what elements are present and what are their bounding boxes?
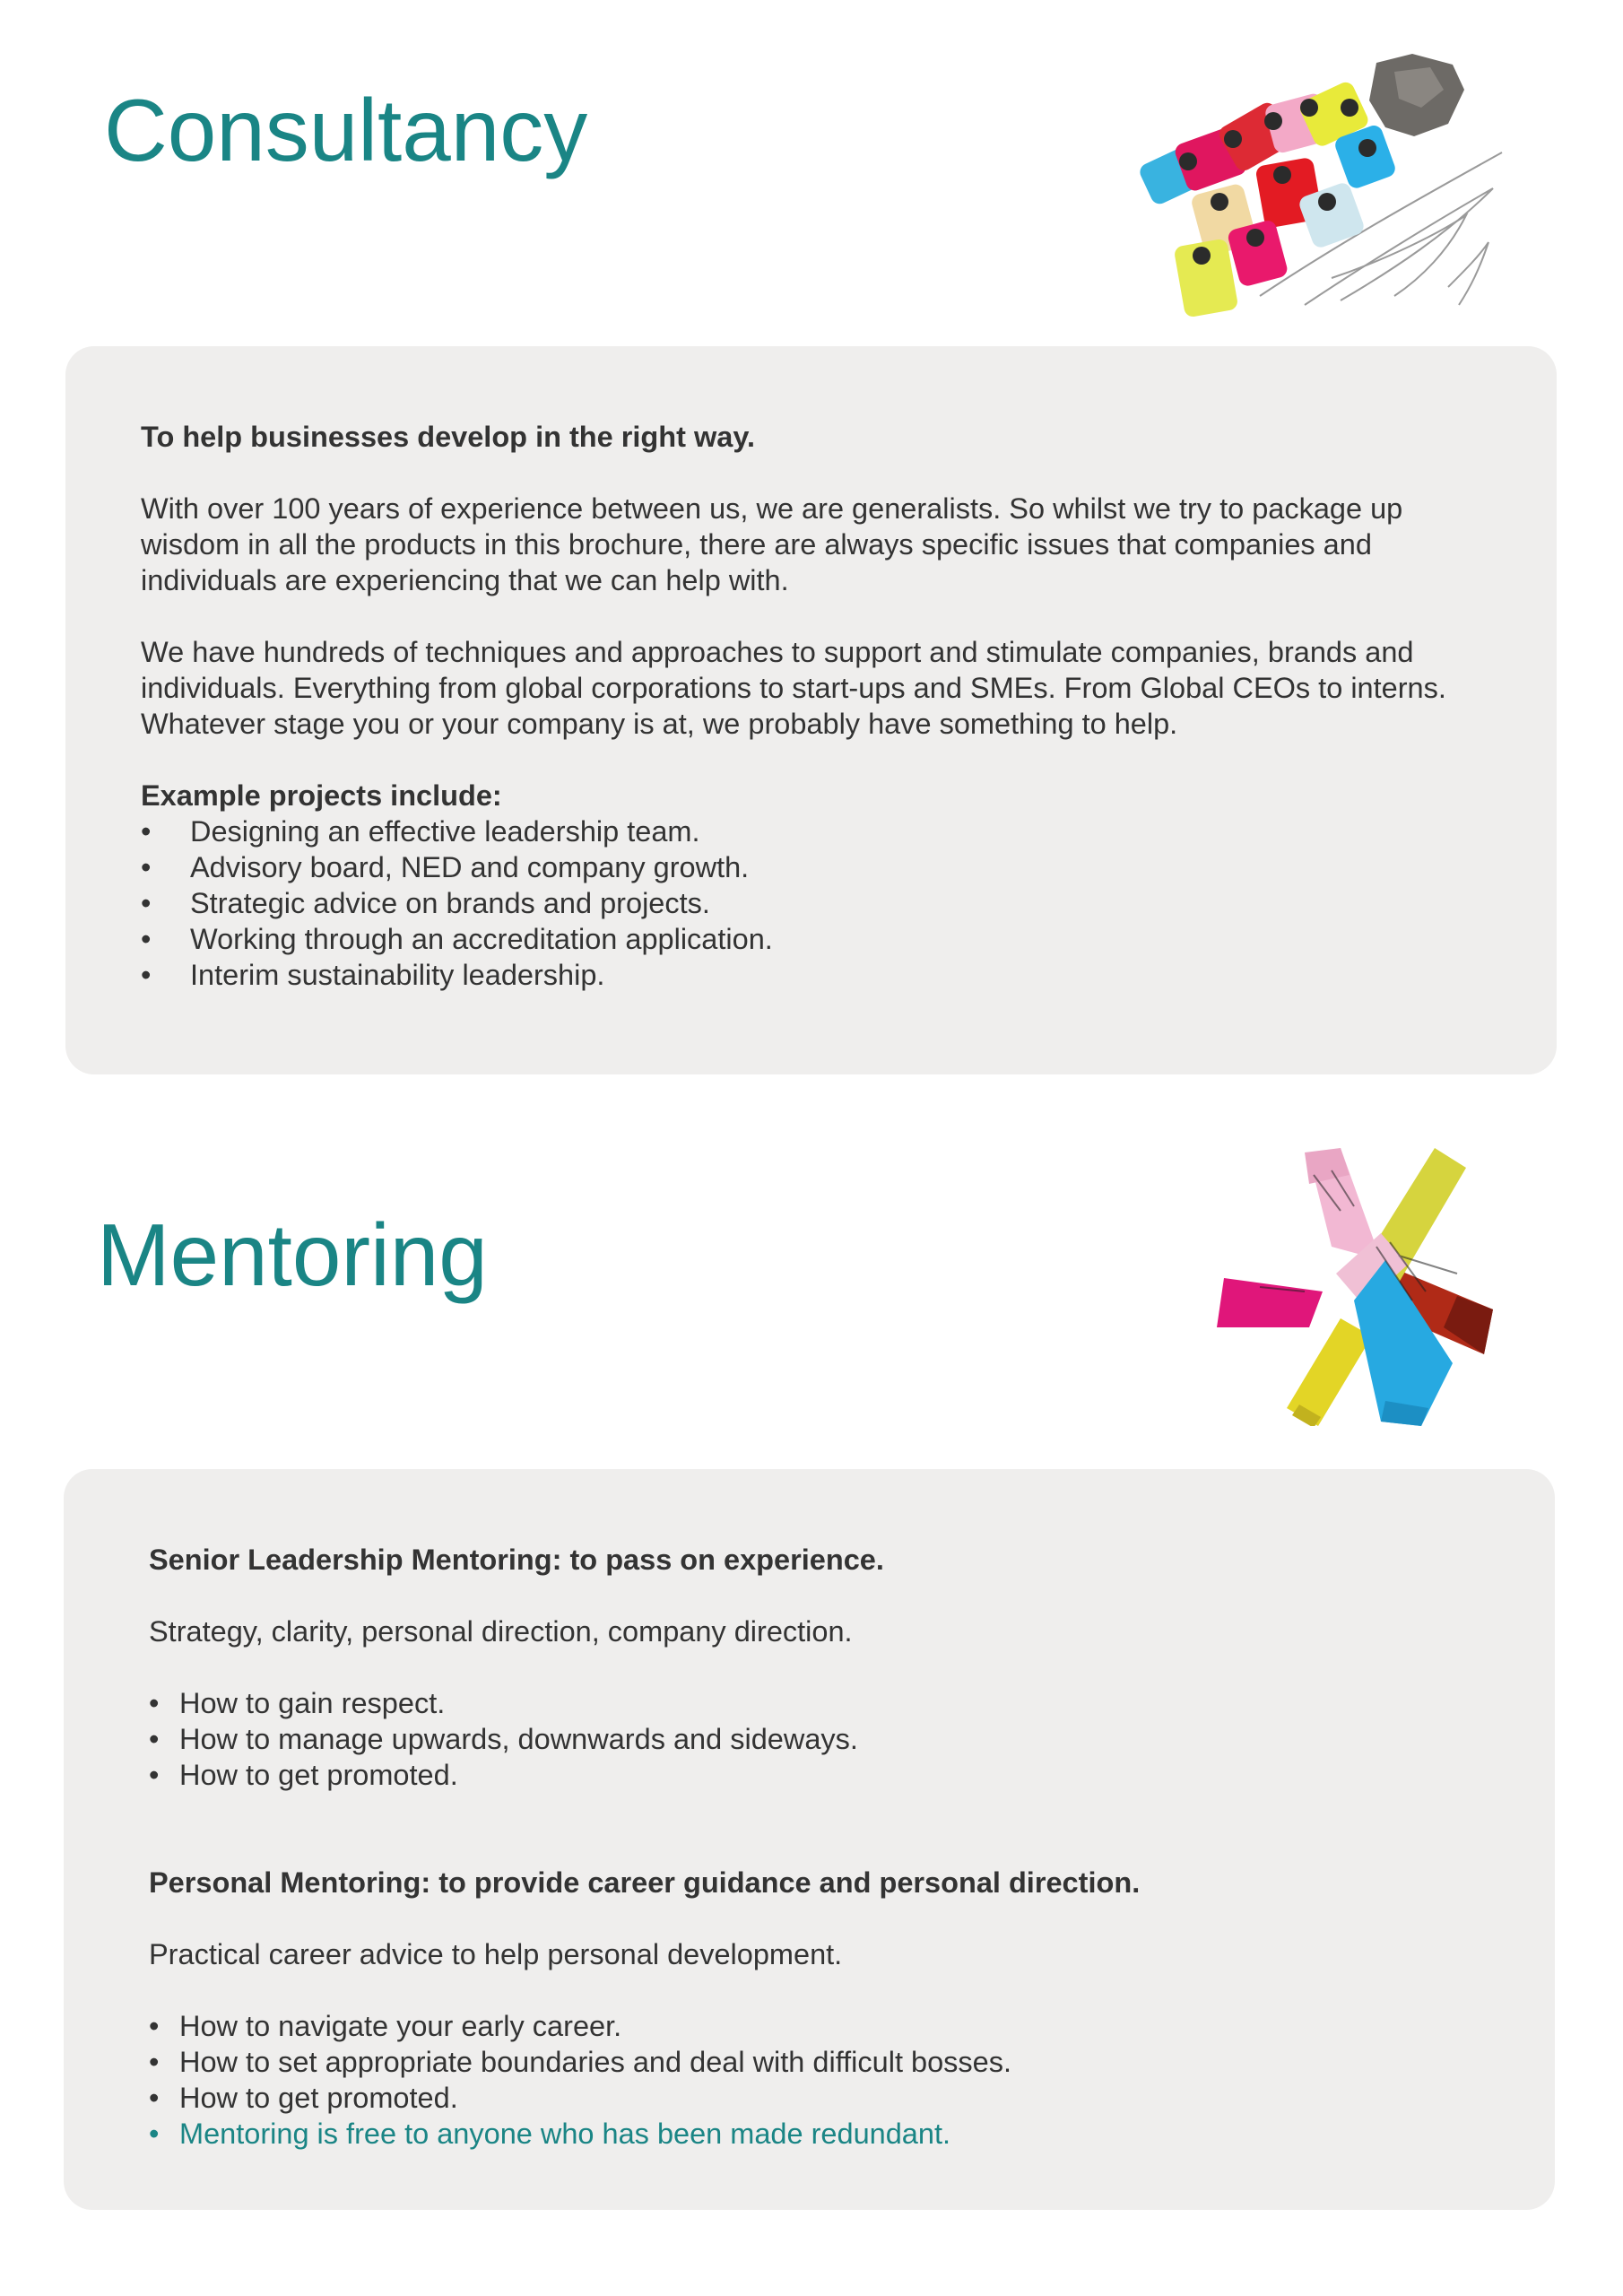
list-item: • How to manage upwards, downwards and sideways. — [149, 1721, 1471, 1757]
mentoring-card — [64, 1469, 1555, 2210]
list-item: • How to set appropriate boundaries and deal with difficult bosses. — [149, 2044, 1471, 2080]
senior-mentoring-list — [149, 1685, 1471, 1793]
list-item: • Advisory board, NED and company growth. — [141, 849, 1481, 885]
consultancy-paragraph-techniques: We have hundreds of techniques and approaches to support and stimulate companies, brands and individuals. Everything from global corporations to start-ups and SMEs. From Global CEOs to interns. Whatever stage you or your company is at, we probably have something to help. — [141, 636, 1446, 740]
personal-mentoring-list — [149, 2008, 1471, 2152]
list-item: • How to navigate your early career. — [149, 2008, 1471, 2044]
personal-mentoring-heading: Personal Mentoring: to provide career guidance and personal direction. — [149, 1866, 1141, 1899]
senior-mentoring-heading: Senior Leadership Mentoring: to pass on experience. — [149, 1544, 884, 1576]
consultancy-paragraph-experience: With over 100 years of experience between us, we are generalists. So whilst we try to package up wisdom in all the products in this brochure, there are always specific issues that companies and individuals are experiencing that we can help with. — [141, 492, 1403, 596]
consultancy-card — [65, 346, 1557, 1074]
senior-mentoring-intro: Strategy, clarity, personal direction, company direction. — [149, 1615, 853, 1648]
redundancy-free-mentoring-note: • Mentoring is free to anyone who has been made redundant. — [149, 2116, 1471, 2152]
list-item: • How to gain respect. — [149, 1685, 1471, 1721]
list-item: • How to get promoted. — [149, 2080, 1471, 2116]
team-pushing-boulder-illustration — [1125, 54, 1520, 332]
list-item: • Designing an effective leadership team. — [141, 813, 1481, 849]
personal-mentoring-intro: Practical career advice to help personal development. — [149, 1938, 843, 1970]
example-projects-heading: Example projects include: — [141, 779, 502, 812]
list-item: • Working through an accreditation application. — [141, 921, 1481, 957]
list-item: • Interim sustainability leadership. — [141, 957, 1481, 993]
consultancy-lead: To help businesses develop in the right way. — [141, 421, 756, 453]
stacked-hands-illustration — [1206, 1139, 1511, 1426]
example-projects-list — [141, 813, 1481, 993]
list-item: • How to get promoted. — [149, 1757, 1471, 1793]
consultancy-title: Consultancy — [104, 81, 588, 179]
list-item: • Strategic advice on brands and projects. — [141, 885, 1481, 921]
mentoring-title: Mentoring — [97, 1205, 488, 1304]
